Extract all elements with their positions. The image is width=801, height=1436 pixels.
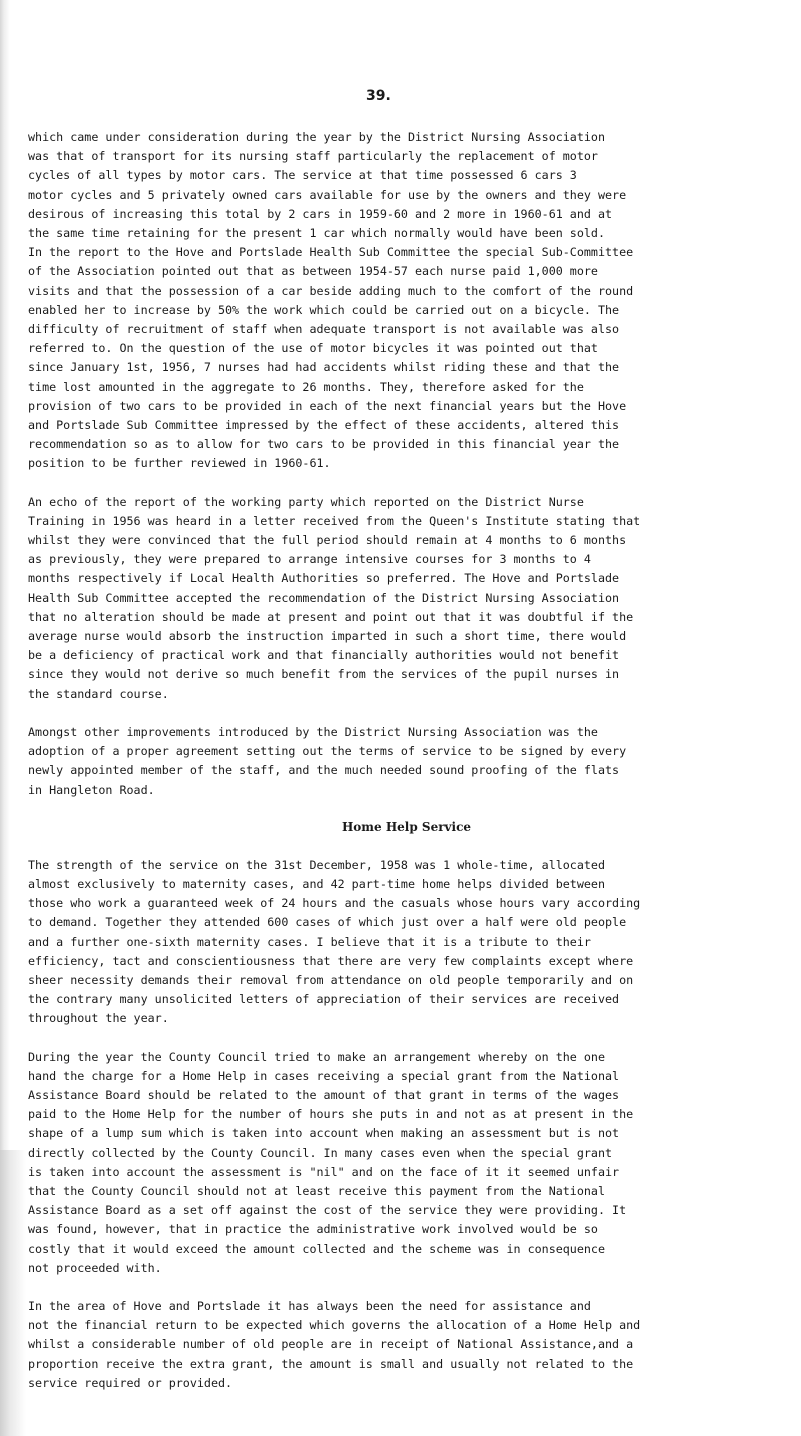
paragraph-county-council: During the year the County Council tried to make an arrangement whereby on the one hand the charge for a Home Help in cases receiving a special grant from the National Assistance Board should be related to the amount of that grant in terms of the wages paid to the Home Help for the number of hours she puts in and not as at present in the shape of a lump sum which is taken into account when making an assessment but is not directly collected by the County Council. In many cases even when the special grant is taken into account the assessment is "nil" and on the face of it it seemed unfair that the County Council should not at least receive this payment from the National Assistance Board as a set off against the cost of the service they were providing. It was found, however, that in practice the administrative work involved would be so costly that it would exceed the amount collected and the scheme was in consequence not proceeded with. (28, 1049, 634, 1275)
page-edge-shadow-lower (0, 1150, 26, 1436)
section-heading-home-help: Home Help Service (341, 819, 472, 834)
page-number: 39. (366, 88, 391, 104)
paragraph-transport: which came under consideration during the year by the District Nursing Association was that of transport for its nursing staff particularly the replacement of motor cycles of all types by motor cars. The service at that time possessed 6 cars 3 motor cycles and 5 privately owned cars available for use by the owners and they were desirous of increasing this total by 2 cars in 1959-60 and 2 more in 1960-61 and at the same time retaining for the present 1 car which normally would have been sold. In the report to the Hove and Portslade Health Sub Committee the special Sub-Committee of the Association pointed out that as between 1954-57 each nurse paid 1,000 more visits and that the possession of a car beside adding much to the comfort of the round enabled her to increase by 50% the work which could be carried out on a bicycle. The difficulty of recruitment of staff when adequate transport is not available was also referred to. On the question of the use of motor bicycles it was pointed out that since January 1st, 1956, 7 nurses had had accidents whilst riding these and that the time lost amounted in the aggregate to 26 months. They, therefore asked for the provision of two cars to be provided in each of the next financial years but the Hove and Portslade Sub Committee impressed by the effect of these accidents, altered this recommendation so as to allow for two cars to be provided in this financial year the position to be further reviewed in 1960-61. (28, 130, 634, 471)
document-body (28, 128, 785, 1393)
paragraph-training: An echo of the report of the working party which reported on the District Nurse Training in 1956 was heard in a letter received from the Queen's Institute stating that whilst they were convinced that the full period should remain at 4 months to 6 months as previously, they were prepared to arrange intensive courses for 3 months to 4 months respectively if Local Health Authorities so preferred. The Hove and Portslade Health Sub Committee accepted the recommendation of the District Nursing Association that no alteration should be made at present and point out that it was doubtful if the average nurse would absorb the instruction imparted in such a short time, there would be a deficiency of practical work and that financially authorities would not benefit since they would not derive so much benefit from the services of the pupil nurses in the standard course. (28, 494, 641, 701)
paragraph-allocation: In the area of Hove and Portslade it has always been the need for assistance and not the financial return to be expected which governs the allocation of a Home Help and whilst a considerable number of old people are in receipt of National Assistance,and a proportion receive the extra grant, the amount is small and usually not related to the service required or provided. (28, 1298, 641, 1390)
paragraph-improvements: Amongst other improvements introduced by the District Nursing Association was the adoption of a proper agreement setting out the terms of service to be signed by every newly appointed member of the staff, and the much needed sound proofing of the flats in Hangleton Road. (28, 724, 627, 797)
paragraph-strength: The strength of the service on the 31st December, 1958 was 1 whole-time, allocated almost exclusively to maternity cases, and 42 part-time home helps divided between those who work a guaranteed week of 24 hours and the casuals whose hours vary according to demand. Together they attended 600 cases of which just over a half were old people and a further one-sixth maternity cases. I believe that it is a tribute to their efficiency, tact and conscientiousness that there are very few complaints except where sheer necessity demands their removal from attendance on old people temporarily and on the contrary many unsolicited letters of appreciation of their services are received throughout the year. (28, 857, 641, 1026)
